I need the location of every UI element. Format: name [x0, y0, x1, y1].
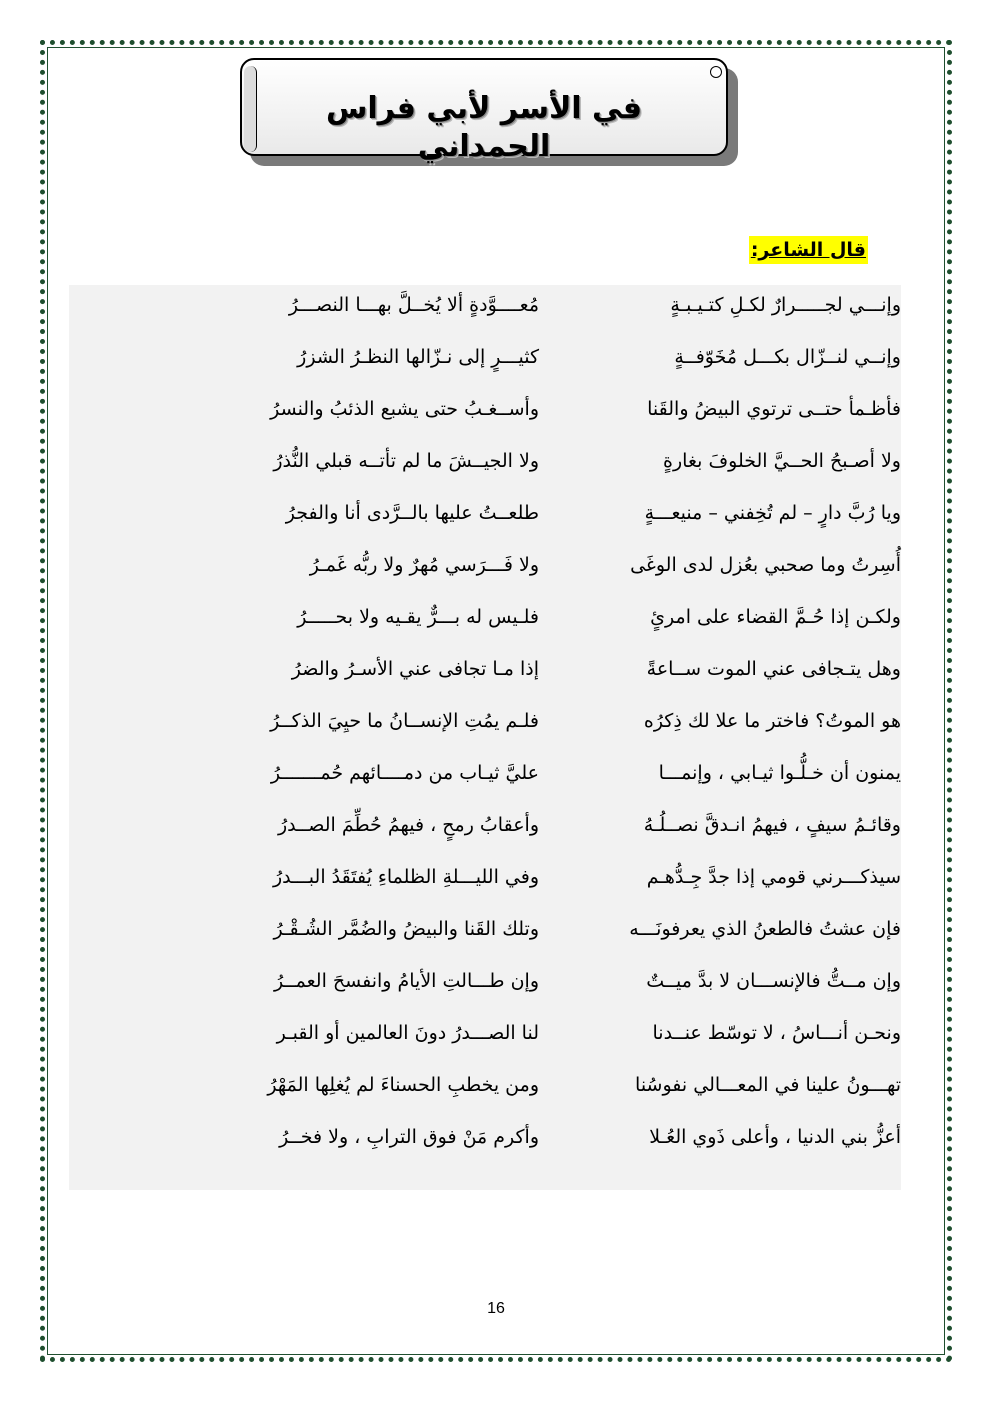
page-title: في الأسر لأبي فراس الحمداني [325, 91, 643, 164]
verse-9 [69, 701, 901, 741]
verse-6 [69, 545, 901, 585]
verse-1-first: وإنـــي لجـــــرارٌ لكـلِ كتـيـبـةٍ [670, 294, 901, 316]
scroll-curl-right-icon [710, 66, 722, 78]
verse-8 [69, 649, 901, 689]
verse-1-second: مُعــــوَّدةٍ ألا يُخــلَّ بهـــا النصـــرُ [288, 294, 539, 316]
scroll-curl-left-icon [244, 66, 257, 152]
verse-10 [69, 753, 901, 793]
verse-11-first: وقائـمُ سيفٍ ، فيهمُ انـدقَّ نصــلُـهُ [643, 814, 901, 836]
verse-12-first: سيذكـــرني قومي إذا جدَّ جِـدُّهـم [646, 866, 901, 888]
scroll-body [240, 58, 728, 164]
verse-2 [69, 337, 901, 377]
verse-1 [69, 285, 901, 325]
page-number: 16 [487, 1300, 505, 1317]
verse-7-first: ولكـن إذا حُـمَّ القضاء على امرئٍ [650, 606, 901, 628]
verse-15-second: لنا الصـــدرُ دونَ العالمين أو القبـر [276, 1022, 539, 1044]
verse-14 [69, 961, 901, 1001]
verse-13-second: وتلك القَنا والبيضُ والضُمَّر الشُـقْـرُ [273, 918, 539, 940]
verse-15 [69, 1013, 901, 1053]
verse-3 [69, 389, 901, 429]
verse-3-first: فأظـمأ حتــى ترتوي البيضُ والقَنا [647, 398, 901, 420]
verse-3-second: وأســغـبُ حتى يشبع الذئبُ والنسرُ [270, 398, 539, 420]
verse-17-first: أعزُّ بني الدنيا ، وأعلى ذَوي العُـلا [649, 1126, 901, 1148]
verse-12 [69, 857, 901, 897]
verse-6-first: أُسِرتُ وما صحبي بعُزل لدى الوغَى [630, 554, 901, 576]
poet-label: قال الشاعر: [749, 236, 868, 264]
verse-11 [69, 805, 901, 845]
verse-5-first: ويا رُبَّ دارٍ – لم تُخِفني – منيعـــةٍ [644, 502, 901, 524]
verse-16 [69, 1065, 901, 1105]
verse-11-second: وأعقابُ رمحٍ ، فيهمُ حُطِّمَ الصــدرُ [277, 814, 539, 836]
verse-5-second: طلعــتُ عليها بالــرَّدى أنا والفجرُ [285, 502, 539, 524]
verse-17-second: وأكرم مَنْ فوق الترابِ ، ولا فخــرُ [279, 1126, 539, 1148]
verse-14-second: وإن طـــالتِ الأيامُ وانفسحَ العمــرُ [274, 970, 539, 992]
verse-8-second: إذا مـا تجافى عني الأسـرُ والضرُ [291, 658, 539, 680]
verse-8-first: وهل يتـجافى عني الموت ســاعةً [646, 658, 901, 680]
verse-16-first: تهـــونُ علينا في المعـــالي نفوسُنا [635, 1074, 901, 1096]
verse-10-second: عليَّ ثيـاب من دمــــائهم حُمـــــــرُ [270, 762, 539, 784]
verse-14-first: وإن مــتُّ فالإنســـان لا بدَّ ميــتٌ [646, 970, 901, 992]
verse-7 [69, 597, 901, 637]
verse-9-second: فلـم يمُتِ الإنســانُ ما حيِيَ الذكــرُ [270, 710, 539, 732]
verse-7-second: فلـيس له بـــرٌّ يقـيه ولا بحـــــرُ [297, 606, 539, 628]
verse-2-second: كثيـــرٍ إلى نـزّالها النظـرُ الشزرُ [297, 346, 539, 368]
verse-9-first: هو الموتُ؟ فاختر ما علا لك ذِكرُه [643, 710, 901, 732]
verse-2-first: وإنــي لنــزّال بكـــل مُخَوّفــةٍ [674, 346, 901, 368]
verse-4-first: ولا أصـبحُ الحــيَّ الخلوفَ بغارةٍ [663, 450, 901, 472]
verse-12-second: وفي الليـــلةِ الظلماءِ يُفتَقَدُ البـــدرُ [272, 866, 539, 888]
verse-10-first: يمنون أن خـلُّـوا ثيـابي ، وإنمـــا [658, 762, 901, 784]
verse-13-first: فإن عشتُ فالطعنُ الذي يعرفونَـــه [629, 918, 901, 940]
poem-box [69, 285, 901, 1190]
title-scroll-banner [240, 58, 740, 170]
verse-17 [69, 1117, 901, 1157]
verse-4 [69, 441, 901, 481]
verse-13 [69, 909, 901, 949]
verse-15-first: ونحـن أنـــاسُ ، لا توسّط عنــدنا [652, 1022, 901, 1044]
verse-6-second: ولا فَـــرَسي مُهرٌ ولا ربُّه غَمـرُ [309, 554, 539, 576]
verse-5 [69, 493, 901, 533]
verse-16-second: ومن يخطبِ الحسناءَ لم يُغلِها المَهْرُ [267, 1074, 539, 1096]
verse-4-second: ولا الجيــشَ ما لم تأتــه قبلي النُّذرُ [273, 450, 539, 472]
